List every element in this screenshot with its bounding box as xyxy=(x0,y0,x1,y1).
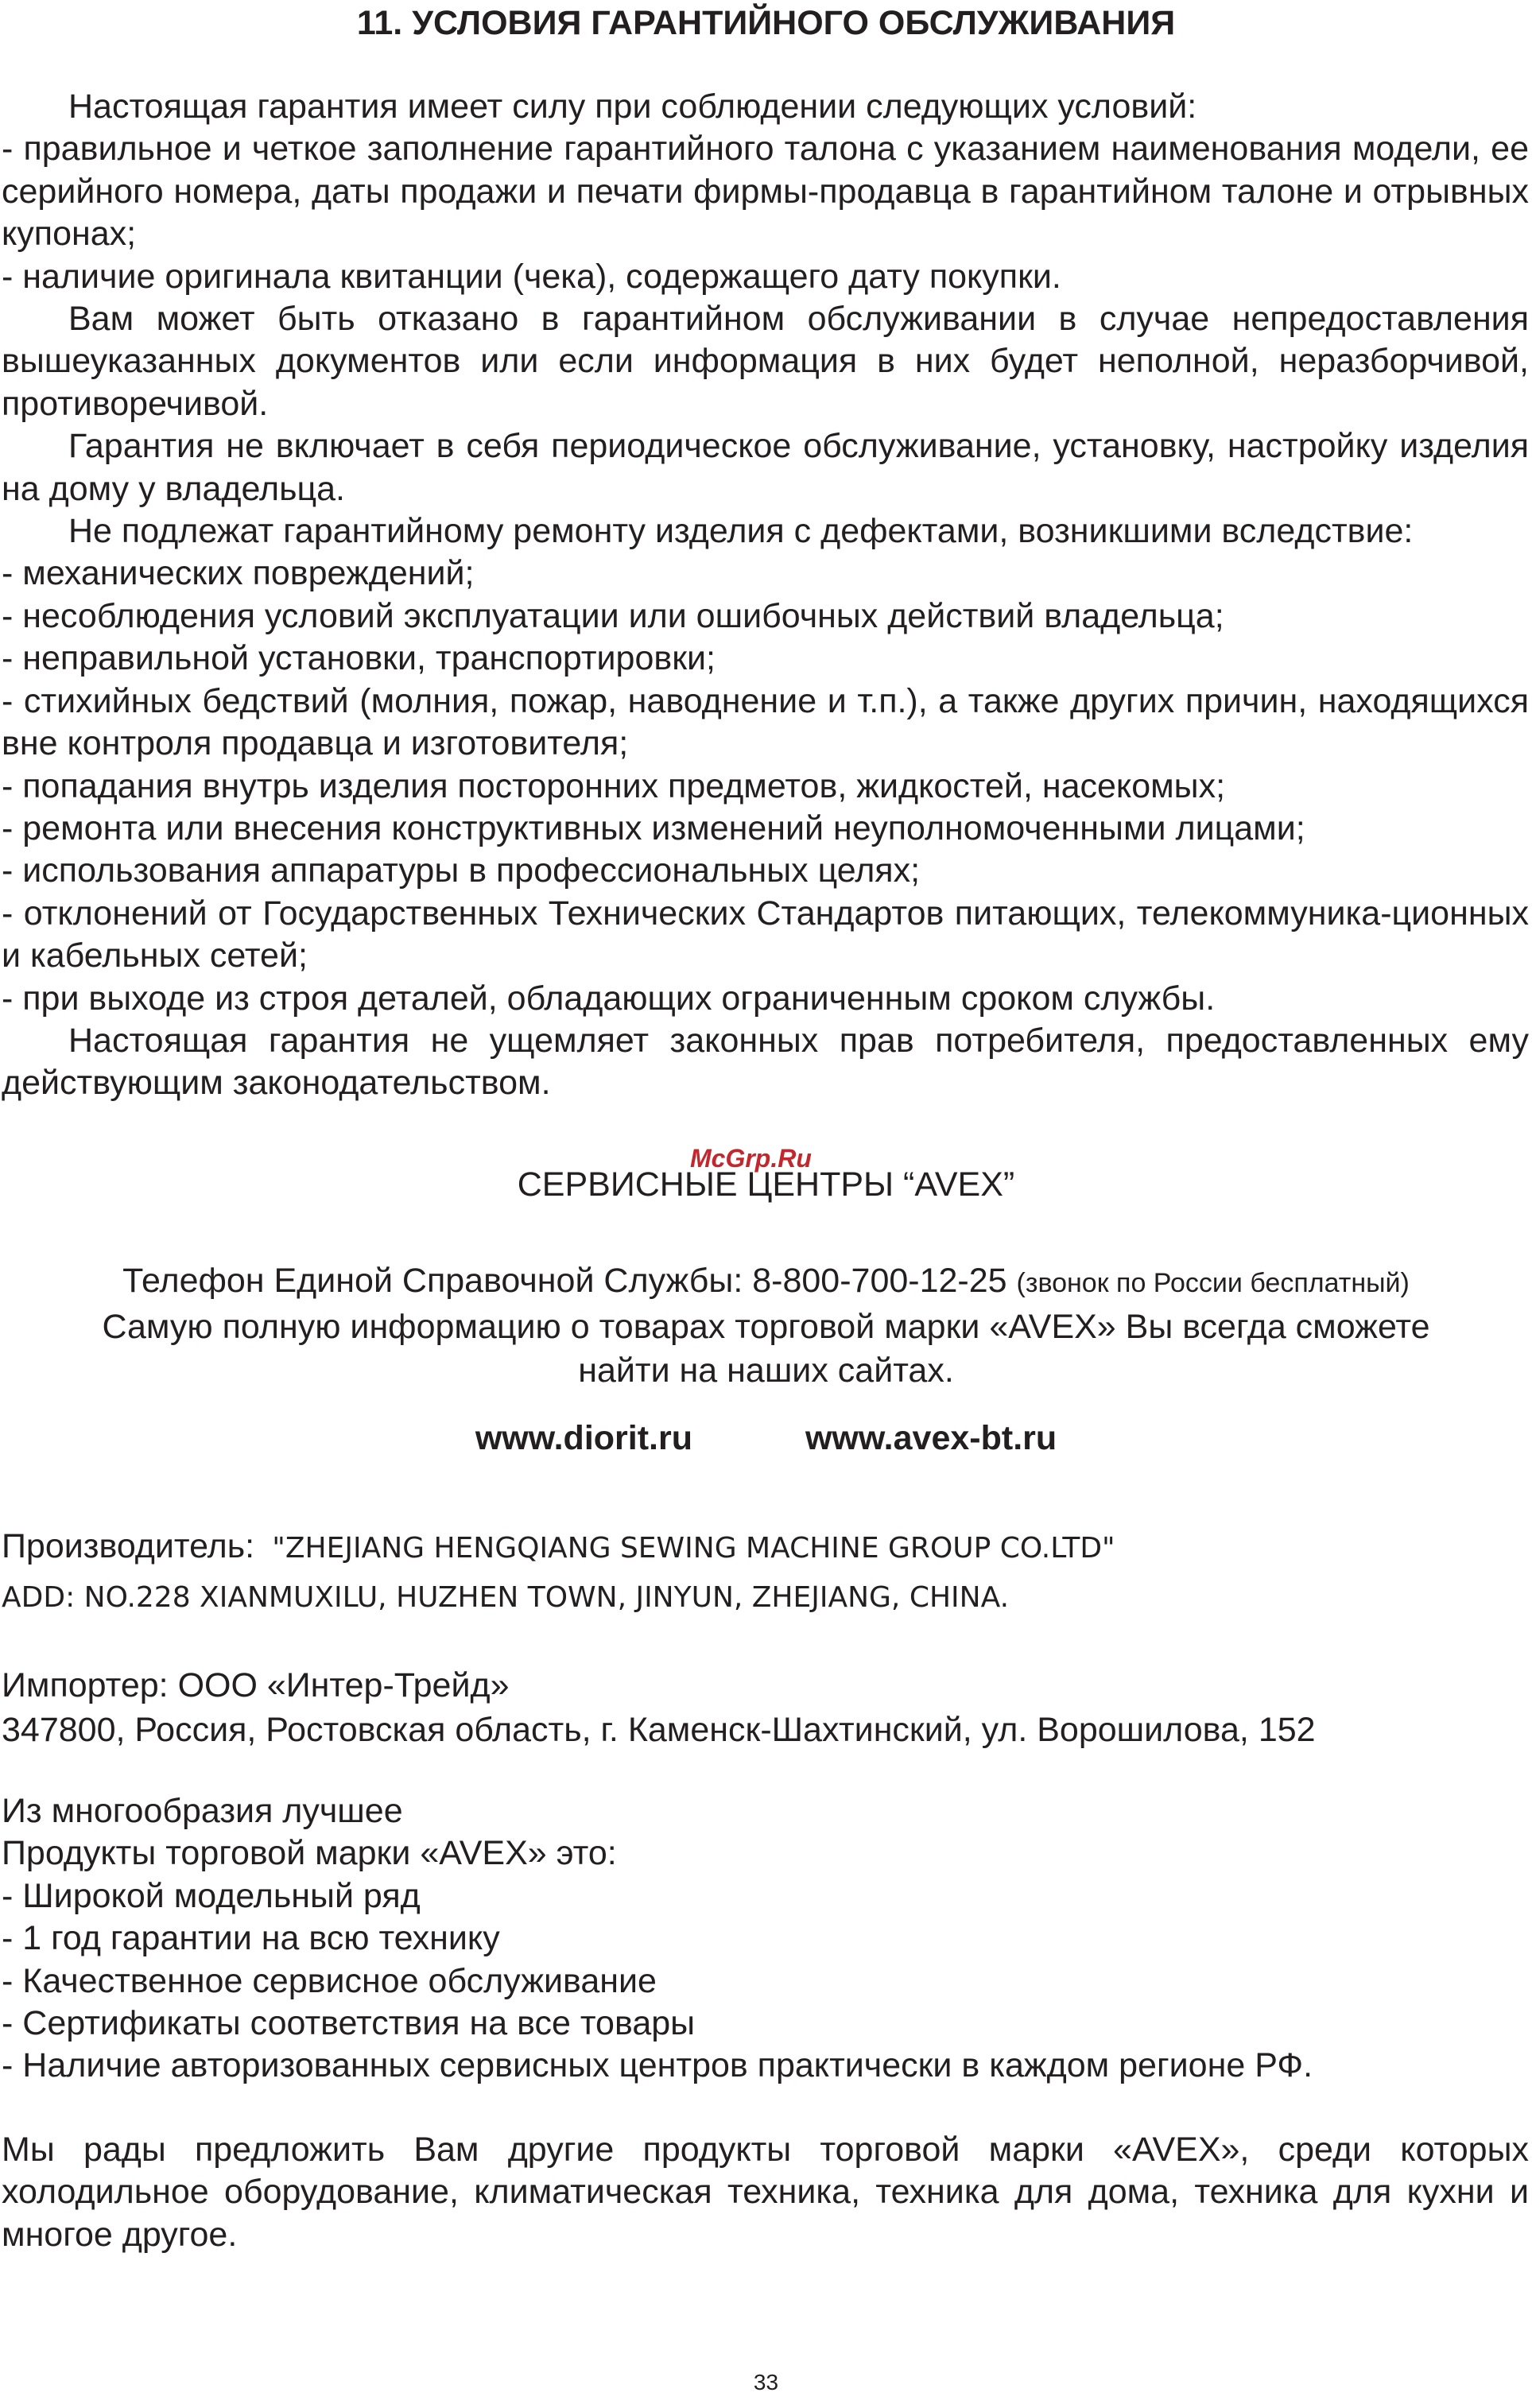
list-item: - Широкой модельный ряд xyxy=(2,1876,421,1915)
list-item: - использования аппаратуры в профессиональных целях; xyxy=(2,851,921,890)
paragraph: Гарантия не включает в себя периодическое обслуживание, установку, настройку изделия на дому у владельца. xyxy=(2,427,1529,508)
paragraph: Вам может быть отказано в гарантийном обслуживании в случае непредоставления вышеуказанных документов или если информация в них будет неполной, неразборчивой, противоречивой. xyxy=(2,300,1529,423)
list-item: - механических повреждений; xyxy=(2,554,475,593)
phone-label: Телефон Единой Справочной Службы: 8-800-700-12-25 xyxy=(122,1262,1007,1300)
list-item: - при выходе из строя деталей, обладающих ограниченным сроком службы. xyxy=(2,979,1216,1018)
importer-address: 347800, Россия, Ростовская область, г. Каменск-Шахтинский, ул. Ворошилова, 152 xyxy=(2,1711,1316,1749)
info-line: Самую полную информацию о товарах торговой марки «AVEX» Вы всегда сможете xyxy=(102,1308,1430,1346)
manufacturer-block xyxy=(2,1522,1529,1623)
list-item: - попадания внутрь изделия посторонних предметов, жидкостей, насекомых; xyxy=(2,766,1226,805)
list-item: - ремонта или внесения конструктивных изменений неуполномоченными лицами; xyxy=(2,808,1305,847)
page-title: 11. УСЛОВИЯ ГАРАНТИЙНОГО ОБСЛУЖИВАНИЯ xyxy=(356,4,1176,42)
websites xyxy=(0,1417,1532,1460)
website-link[interactable]: www.avex-bt.ru xyxy=(805,1419,1057,1457)
list-item: - 1 год гарантии на всю технику xyxy=(2,1919,500,1958)
phone-line xyxy=(0,1259,1532,1305)
manufacturer-address: ADD: NO.228 XIANMUXILU, HUZHEN TOWN, JINYUN, ZHEJIANG, CHINA. xyxy=(2,1581,1010,1614)
importer-name: Импортер: ООО «Интер-Трейд» xyxy=(2,1666,510,1704)
info-line: найти на наших сайтах. xyxy=(578,1351,954,1390)
list-item: - отклонений от Государственных Технических Стандартов питающих, телекоммуника-ционных и кабельных сетей; xyxy=(2,894,1529,975)
paragraph: Настоящая гарантия не ущемляет законных прав потребителя, предоставленных ему действующим законодательством. xyxy=(2,1021,1529,1103)
paragraph: - наличие оригинала квитанции (чека), содержащего дату покупки. xyxy=(2,257,1061,296)
manufacturer-name: "ZHEJIANG HENGQIANG SEWING MACHINE GROUP CO.LTD" xyxy=(272,1532,1115,1565)
importer-block xyxy=(2,1663,1529,1752)
paragraph: Настоящая гарантия имеет силу при соблюдении следующих условий: xyxy=(68,87,1197,126)
slogan: Из многообразия лучшее xyxy=(2,1792,403,1830)
phone-note: (звонок по России бесплатный) xyxy=(1016,1268,1410,1298)
manufacturer-line xyxy=(2,1522,1529,1573)
page-number: 33 xyxy=(753,2370,779,2394)
service-centers-title: СЕРВИСНЫЕ ЦЕНТРЫ “AVEX” xyxy=(517,1165,1015,1204)
warranty-conditions xyxy=(2,86,1529,1105)
list-item: - Наличие авторизованных сервисных центров практически в каждом регионе РФ. xyxy=(2,2046,1313,2085)
products-block xyxy=(2,1790,1529,2088)
service-info xyxy=(0,1259,1532,1393)
paragraph: - правильное и четкое заполнение гарантийного талона с указанием наименования модели, ее серийного номера, даты продажи и печати фирмы-продавца в гарантийном талоне и отрывных купонах; xyxy=(2,130,1529,254)
list-item: - неправильной установки, транспортировки; xyxy=(2,639,716,678)
list-item: - Сертификаты соответствия на все товары xyxy=(2,2004,696,2043)
watermark: McGrp.Ru xyxy=(690,1144,812,1173)
products-intro: Продукты торговой марки «AVEX» это: xyxy=(2,1834,617,1873)
list-item: - несоблюдения условий эксплуатации или ошибочных действий владельца; xyxy=(2,596,1224,635)
closing-paragraph: Мы рады предложить Вам другие продукты торговой марки «AVEX», среди которых холодильное оборудование, климатическая техника, техника для дома, техника для кухни и многое другое. xyxy=(2,2131,1529,2254)
manufacturer-label: Производитель: xyxy=(2,1527,255,1565)
website-link[interactable]: www.diorit.ru xyxy=(475,1419,692,1457)
paragraph: Не подлежат гарантийному ремонту изделия с дефектами, возникшими вследствие: xyxy=(68,512,1414,551)
list-item: - стихийных бедствий (молния, пожар, наводнение и т.п.), а также других причин, находящихся вне контроля продавца и изготовителя; xyxy=(2,681,1529,763)
list-item: - Качественное сервисное обслуживание xyxy=(2,1961,657,2000)
